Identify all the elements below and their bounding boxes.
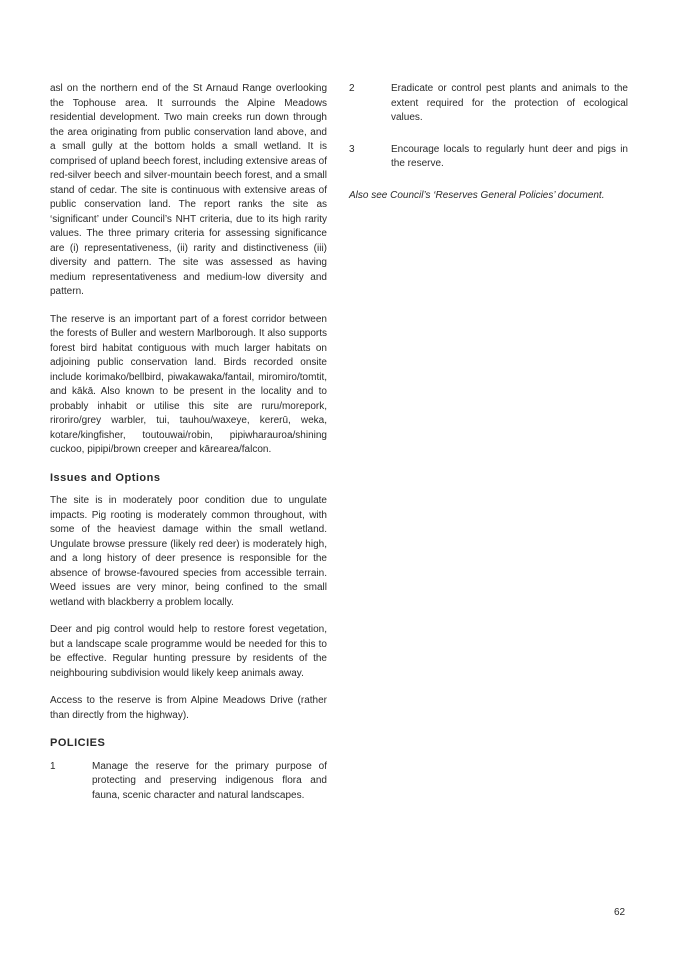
- issues-heading: Issues and Options: [50, 471, 161, 484]
- reserves-policies-note: Also see Council’s ‘Reserves General Policies’ document.: [349, 189, 605, 201]
- policy-item-3: [349, 143, 628, 172]
- issues-paragraph-2: Deer and pig control would help to restore forest vegetation, but a landscape scale programme would be needed for this to be effective. Regular hunting pressure by residents of the neighbouring subdivision would likely keep animals away.: [50, 624, 327, 679]
- policy-text: Eradicate or control pest plants and animals to the extent required for the protection of ecological values.: [391, 83, 628, 123]
- policies-heading: POLICIES: [50, 737, 106, 749]
- right-column: [349, 82, 628, 203]
- policy-number: 2: [349, 83, 355, 94]
- intro-paragraph-2: The reserve is an important part of a forest corridor between the forests of Buller and western Marlborough. It also supports forest bird habitat contiguous with much larger habitats on adjoining public conservation land. Birds recorded onsite include korimako/bellbird, piwakawaka/fantail, miromiro/tomtit, and kākā. Also known to be present in the locality and to probably inhabit or utilise this site are ruru/morepork, riroriro/grey warbler, tui, tauhou/waxeye, kererū, weka, kotare/kingfisher, toutouwai/robin, pipiwharauroa/shining cuckoo, pipipi/brown creeper and kārearea/falcon.: [50, 313, 327, 455]
- issues-paragraph-1: The site is in moderately poor condition due to ungulate impacts. Pig rooting is moderately common throughout, with some of the heaviest damage within the small wetland. Ungulate browse pressure (likely red deer) is moderately high, and a long history of deer presence is responsible for the absence of browse-favoured species from accessible terrain. Weed issues are very minor, being confined to the small wetland with blackberry a problem locally.: [50, 495, 327, 608]
- policy-text: Encourage locals to regularly hunt deer and pigs in the reserve.: [391, 143, 628, 169]
- issues-paragraph-3: Access to the reserve is from Alpine Meadows Drive (rather than directly from the highway).: [50, 695, 327, 721]
- policy-item-1: [50, 760, 327, 804]
- policy-number: 3: [349, 143, 355, 155]
- intro-paragraph-1: asl on the northern end of the St Arnaud Range overlooking the Tophouse area. It surrounds the Alpine Meadows residential development. Two main creeks run down through the area originating from public conservation land above, and a small gully at the bottom holds a small wetland. It is comprised of upland beech forest, including extensive areas of red-silver beech and silver-mountain beech forest, and a small stand of cedar. The site is continuous with extensive areas of public conservation land. The report ranks the site as ‘significant’ under Council’s NHT criteria, due to its high rarity values. The three primary criteria for assessing significance are (i) representativeness, (ii) rarity and distinctiveness (iii) diversity and pattern. The site was assessed as having medium representativeness and medium-low diversity and pattern.: [50, 83, 327, 297]
- policy-text: Manage the reserve for the primary purpose of protecting and preserving indigenous flora and fauna, scenic character and natural landscapes.: [92, 760, 327, 801]
- policy-number: 1: [50, 760, 56, 772]
- left-column: [50, 82, 327, 816]
- page-number: 62: [614, 907, 626, 918]
- policy-item-2: [349, 82, 628, 126]
